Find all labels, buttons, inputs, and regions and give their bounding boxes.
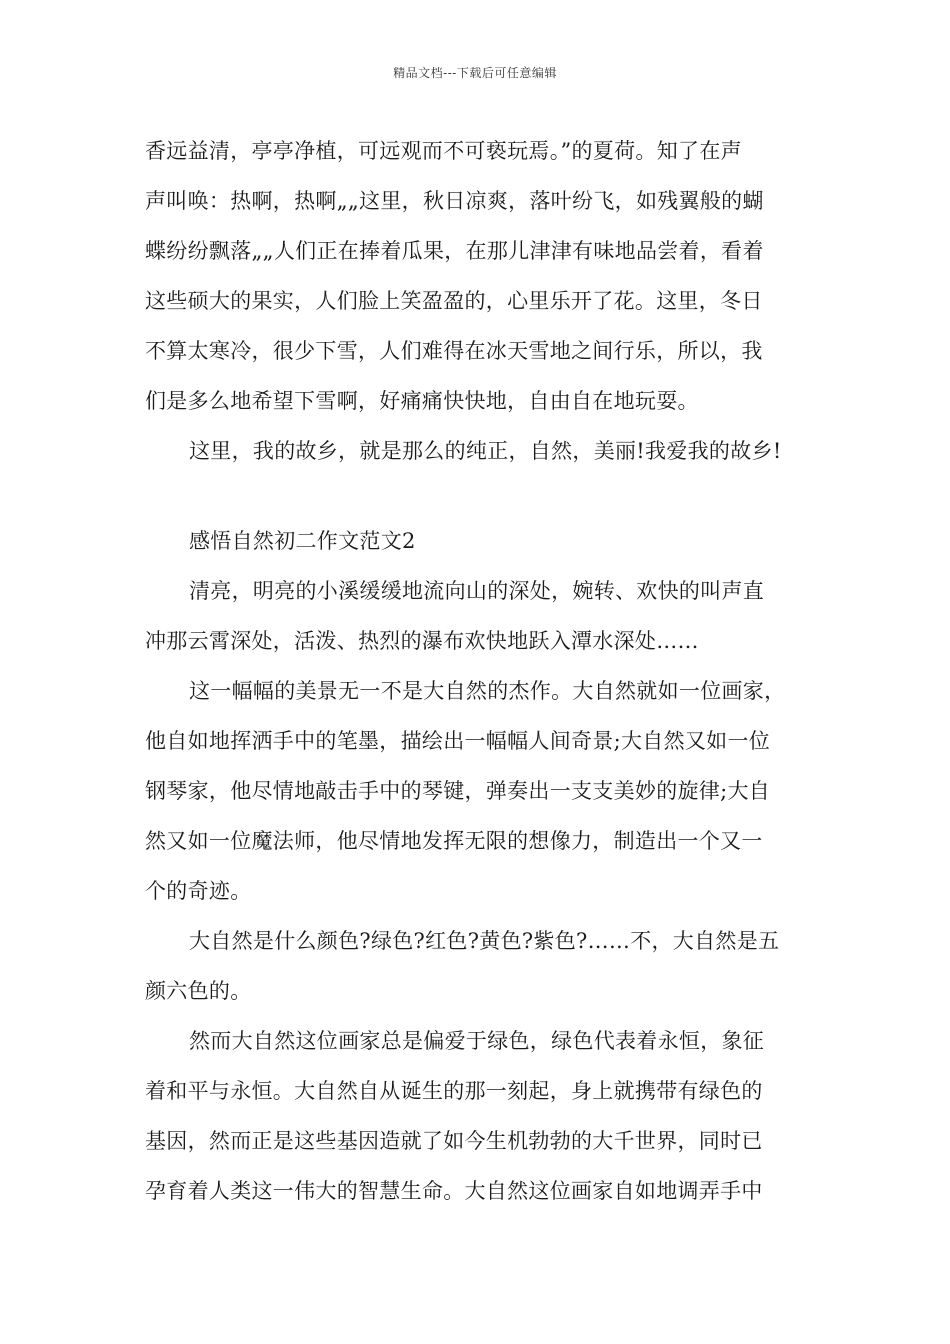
text-line: 个的奇迹。 [145,879,252,903]
text-line: 这些硕大的果实，人们脸上笑盈盈的，心里乐开了花。这里，冬日 [145,289,763,313]
page-header: 精品文档---下载后可任意编辑 [393,66,557,80]
section-title: 感悟自然初二作文范文2 [189,529,416,553]
text-line: 他自如地挥洒手中的笔墨，描绘出一幅幅人间奇景;大自然又如一位 [145,729,771,753]
text-line: 不算太寒冷，很少下雪，人们难得在冰天雪地之间行乐，所以，我 [145,339,763,363]
text-line: 钢琴家，他尽情地敲击手中的琴键，弹奏出一支支美妙的旋律;大自 [145,779,771,803]
paragraph-gap [145,476,810,516]
text-line: 然又如一位魔法师，他尽情地发挥无限的想像力，制造出一个又一 [145,829,763,853]
text-line: 这里，我的故乡，就是那么的纯正，自然，美丽!我爱我的故乡! [189,439,782,463]
text-line: 们是多么地希望下雪啊，好痛痛快快地，自由自在地玩耍。 [145,389,699,413]
text-line: 大自然是什么颜色?绿色?红色?黄色?紫色?……不，大自然是五 [189,929,780,953]
text-line: 这一幅幅的美景无一不是大自然的杰作。大自然就如一位画家， [189,679,786,703]
text-line: 颜六色的。 [145,979,252,1003]
text-line: 然而大自然这位画家总是偏爱于绿色，绿色代表着永恒，象征 [189,1029,765,1053]
text-line: 香远益清，亭亭净植，可远观而不可亵玩焉。”的夏荷。知了在声 [145,139,742,163]
text-line: 冲那云霄深处，活泼、热烈的瀑布欢快地跃入潭水深处…… [145,629,699,653]
text-line: 声叫唤：热啊，热啊„„这里，秋日凉爽，落叶纷飞，如残翼般的蝴 [145,189,764,213]
text-line: 孕育着人类这一伟大的智慧生命。大自然这位画家自如地调弄手中 [145,1179,763,1203]
text-line: 清亮，明亮的小溪缓缓地流向山的深处，婉转、欢快的叫声直 [189,579,765,603]
text-line: 蝶纷纷飘落„„人们正在捧着瓜果，在那儿津津有味地品尝着，看着 [145,239,764,263]
text-line: 着和平与永恒。大自然自从诞生的那一刻起，身上就携带有绿色的 [145,1079,763,1103]
text-line: 基因，然而正是这些基因造就了如今生机勃勃的大千世界，同时已 [145,1129,763,1153]
document-body [145,126,810,1216]
